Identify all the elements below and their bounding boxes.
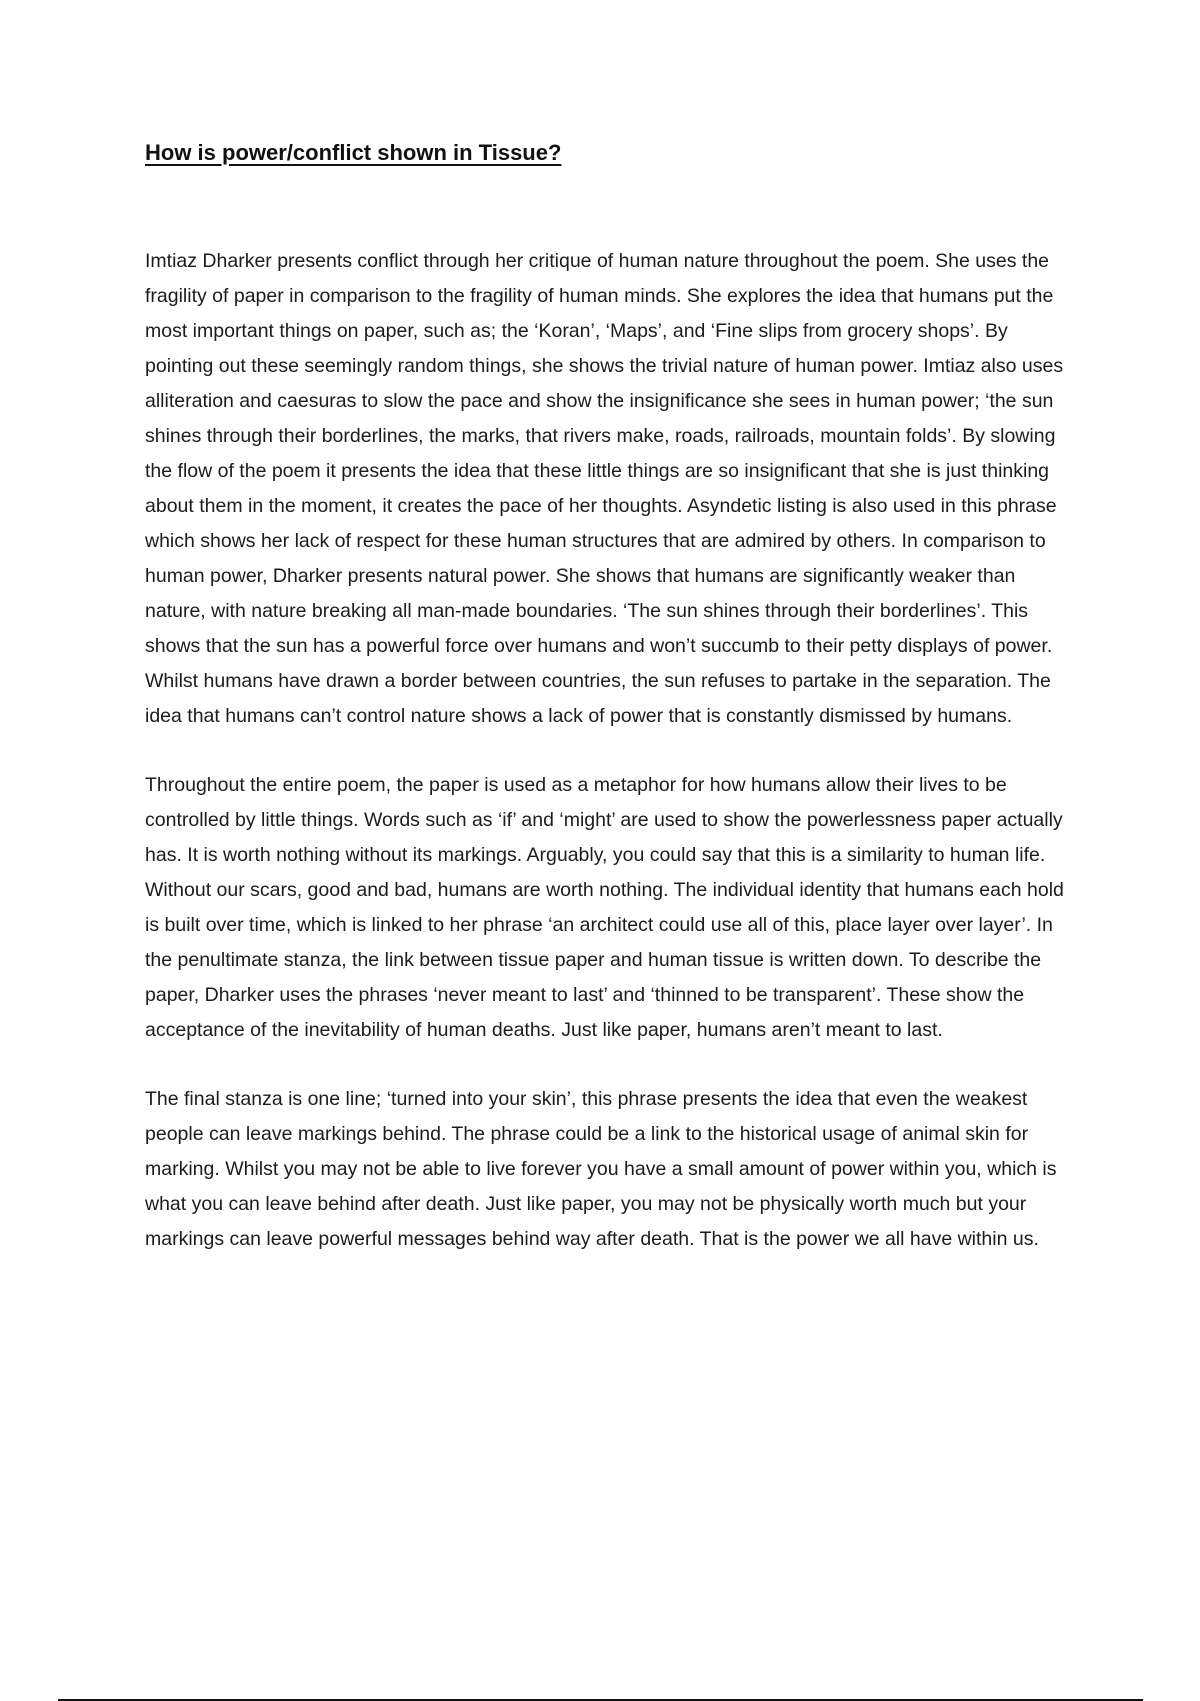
document-title: How is power/conflict shown in Tissue? — [145, 140, 562, 165]
paragraph-1: Imtiaz Dharker presents conflict through her critique of human nature throughout the poem. She uses the fragility of paper in comparison to the fragility of human minds. She explores the idea that humans put the most important things on paper, such as; the ‘Koran’, ‘Maps’, and ‘Fine slips from grocery shops’. By pointing out these seemingly random things, she shows the trivial nature of human power. Imtiaz also uses alliteration and caesuras to slow the pace and show the insignificance she sees in human power; ‘the sun shines through their borderlines, the marks, that rivers make, roads, railroads, mountain folds’. By slowing the flow of the poem it presents the idea that these little things are so insignificant that she is just thinking about them in the moment, it creates the pace of her thoughts. Asyndetic listing is also used in this phrase which shows her lack of respect for these human structures that are admired by others. In comparison to human power, Dharker presents natural power. She shows that humans are significantly weaker than nature, with nature breaking all man-made boundaries. ‘The sun shines through their borderlines’. This shows that the sun has a powerful force over humans and won’t succumb to their petty displays of power. Whilst humans have drawn a border between countries, the sun refuses to partake in the separation. The idea that humans can’t control nature shows a lack of power that is constantly dismissed by humans. — [145, 250, 1064, 727]
document-body — [145, 244, 1065, 1257]
paragraph-3: The final stanza is one line; ‘turned into your skin’, this phrase presents the idea that even the weakest people can leave markings behind. The phrase could be a link to the historical usage of animal skin for marking. Whilst you may not be able to live forever you have a small amount of power within you, which is what you can leave behind after death. Just like paper, you may not be physically worth much but your markings can leave powerful messages behind way after death. That is the power we all have within us. — [145, 1088, 1057, 1250]
paragraph-2: Throughout the entire poem, the paper is used as a metaphor for how humans allow their lives to be controlled by little things. Words such as ‘if’ and ‘might’ are used to show the powerlessness paper actually has. It is worth nothing without its markings. Arguably, you could say that this is a similarity to human life. Without our scars, good and bad, humans are worth nothing. The individual identity that humans each hold is built over time, which is linked to her phrase ‘an architect could use all of this, place layer over layer’. In the penultimate stanza, the link between tissue paper and human tissue is written down. To describe the paper, Dharker uses the phrases ‘never meant to last’ and ‘thinned to be transparent’. These show the acceptance of the inevitability of human deaths. Just like paper, humans aren’t meant to last. — [145, 774, 1064, 1041]
document-page — [145, 140, 1065, 1291]
